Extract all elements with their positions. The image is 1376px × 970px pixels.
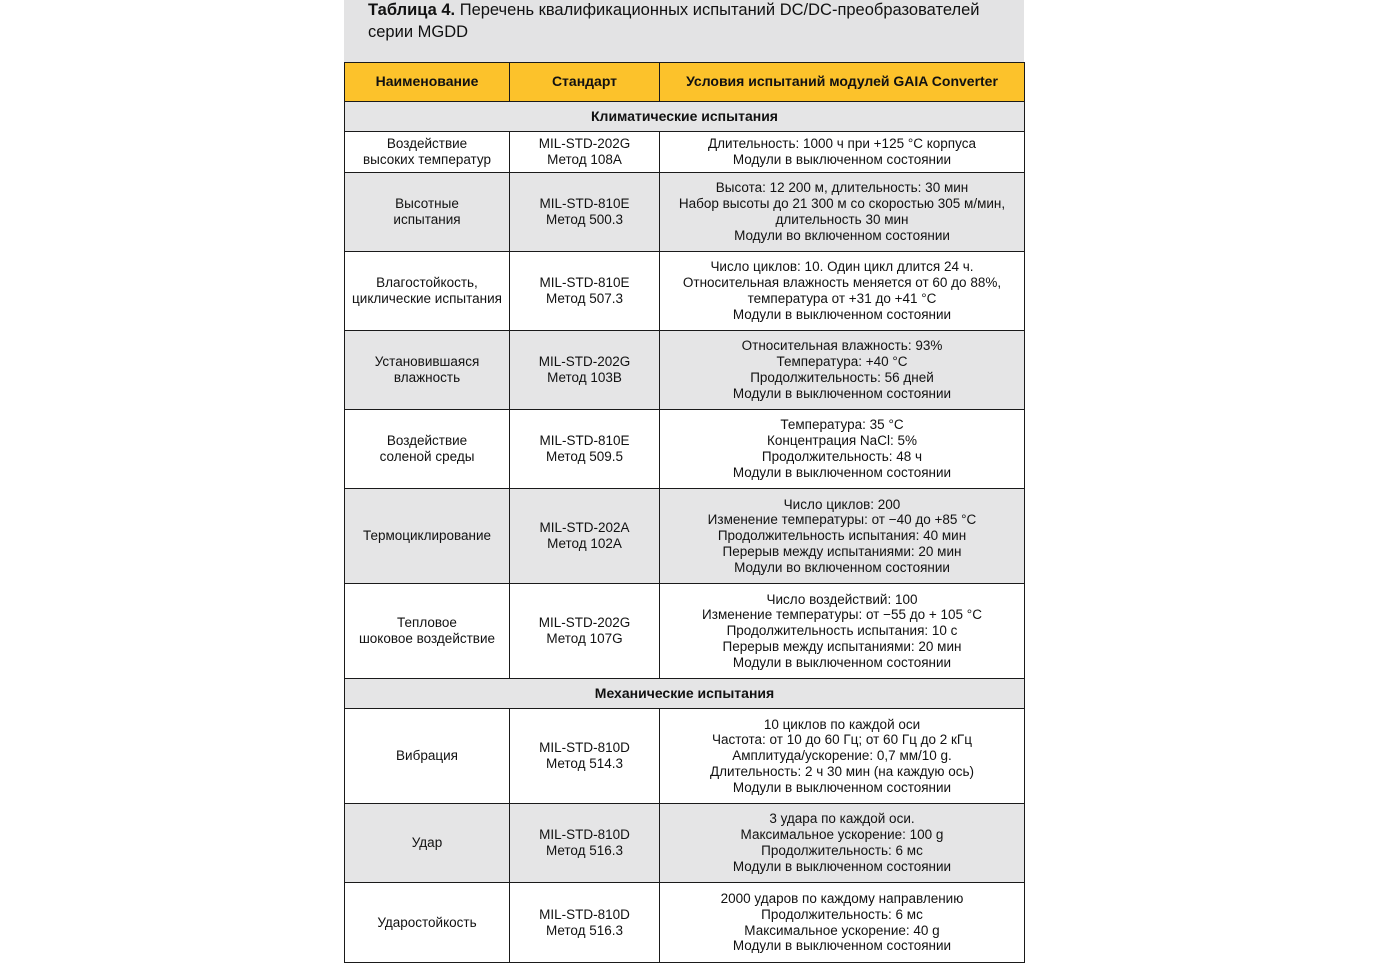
standard-cell-line: Метод 500.3 bbox=[545, 212, 624, 227]
conditions-cell-line: Число циклов: 10. Один цикл длится 24 ч. bbox=[710, 259, 974, 275]
standard-cell bbox=[510, 132, 660, 173]
conditions-cell bbox=[660, 132, 1025, 173]
standard-cell-line: MIL-STD-810D bbox=[539, 740, 630, 756]
conditions-cell-line: Набор высоты до 21 300 м со скоростью 305 м/мин, bbox=[678, 196, 1006, 212]
standard-cell-line: MIL-STD-810D bbox=[539, 827, 630, 843]
header-row bbox=[345, 63, 1025, 102]
test-name-cell bbox=[345, 252, 510, 331]
conditions-cell-line: Модули во включенном состоянии bbox=[734, 559, 950, 575]
conditions-cell-line: Продолжительность: 6 мс bbox=[761, 843, 923, 858]
conditions-cell-line: Относительная влажность меняется от 60 до 88%, bbox=[682, 275, 1002, 291]
test-name-cell-line: Установившаяся bbox=[374, 354, 480, 370]
standard-cell bbox=[510, 331, 660, 410]
test-name-cell-line: влажность bbox=[393, 370, 461, 385]
standard-cell-line: Метод 514.3 bbox=[545, 756, 624, 771]
conditions-cell-line: Высота: 12 200 м, длительность: 30 мин bbox=[715, 180, 969, 196]
standard-cell-line: Метод 103В bbox=[547, 370, 622, 385]
test-name-cell-line: Воздействие bbox=[386, 433, 468, 449]
standard-cell-line: Метод 509.5 bbox=[545, 449, 624, 464]
conditions-cell bbox=[660, 331, 1025, 410]
table-caption bbox=[344, 0, 1024, 62]
table-row bbox=[345, 489, 1025, 584]
conditions-cell-line: Модули в выключенном состоянии bbox=[732, 654, 952, 670]
conditions-cell bbox=[660, 804, 1025, 883]
section-mechanical bbox=[345, 679, 1025, 709]
conditions-cell-line: Модули в выключенном состоянии bbox=[732, 306, 952, 322]
test-name-cell-line: высоких температур bbox=[362, 152, 492, 167]
conditions-cell-line: Продолжительность: 48 ч bbox=[761, 449, 923, 464]
test-name-cell-line: Удар bbox=[411, 835, 443, 851]
standard-cell-line: MIL-STD-202A bbox=[539, 520, 630, 536]
test-name-cell-line: Высотные bbox=[395, 196, 459, 212]
standard-cell bbox=[510, 584, 660, 679]
conditions-cell-line: длительность 30 мин bbox=[775, 212, 909, 227]
conditions-cell-line: Модули в выключенном состоянии bbox=[732, 938, 952, 954]
conditions-cell-line: Перерыв между испытаниями: 20 мин bbox=[722, 638, 962, 654]
test-name-cell bbox=[345, 173, 510, 252]
test-name-cell bbox=[345, 804, 510, 883]
section-title: Механические испытания bbox=[345, 679, 1025, 709]
conditions-cell-line: Амплитуда/ускорение: 0,7 мм/10 g. bbox=[732, 748, 952, 764]
test-name-cell-line: циклические испытания bbox=[352, 291, 502, 306]
table-row bbox=[345, 883, 1025, 963]
standard-cell-line: Метод 108А bbox=[547, 152, 622, 167]
standard-cell bbox=[510, 173, 660, 252]
standard-cell-line: Метод 507.3 bbox=[545, 291, 624, 306]
conditions-cell-line: Продолжительность испытания: 10 с bbox=[726, 623, 958, 639]
table-row bbox=[345, 804, 1025, 883]
conditions-cell bbox=[660, 709, 1025, 804]
conditions-cell-line: Продолжительность испытания: 40 мин bbox=[717, 528, 967, 544]
conditions-cell-line: Относительная влажность: 93% bbox=[741, 338, 943, 354]
conditions-cell-line: Максимальное ускорение: 100 g bbox=[740, 827, 944, 843]
standard-cell-line: MIL-STD-810E bbox=[539, 275, 630, 291]
conditions-cell-line: 3 удара по каждой оси. bbox=[769, 811, 915, 827]
caption-title-line2: серии MGDD bbox=[368, 23, 469, 41]
table-row bbox=[345, 331, 1025, 410]
test-name-cell-line: Воздействие bbox=[386, 136, 468, 152]
header-conditions: Условия испытаний модулей GAIA Converter bbox=[660, 63, 1025, 102]
conditions-cell-line: Модули в выключенном состоянии bbox=[732, 464, 952, 480]
conditions-cell-line: Частота: от 10 до 60 Гц; от 60 Гц до 2 кГц bbox=[712, 732, 972, 748]
conditions-cell-line: Продолжительность: 56 дней bbox=[750, 370, 934, 385]
conditions-cell-line: Максимальное ускорение: 40 g bbox=[744, 922, 940, 938]
standard-cell-line: MIL-STD-810E bbox=[539, 196, 630, 212]
conditions-cell-line: Концентрация NaCl: 5% bbox=[767, 433, 917, 449]
test-name-cell-line: Тепловое bbox=[397, 615, 457, 631]
standard-cell bbox=[510, 804, 660, 883]
conditions-cell bbox=[660, 883, 1025, 963]
conditions-cell-line: температура от +31 до +41 °С bbox=[747, 291, 937, 306]
conditions-cell-line: Модули в выключенном состоянии bbox=[732, 385, 952, 401]
test-name-cell bbox=[345, 331, 510, 410]
standard-cell bbox=[510, 709, 660, 804]
test-name-cell-line: Термоциклирование bbox=[362, 528, 492, 544]
standard-cell-line: Метод 107G bbox=[546, 631, 623, 646]
test-name-cell-line: Вибрация bbox=[396, 748, 458, 764]
test-name-cell-line: испытания bbox=[393, 212, 461, 227]
header-name: Наименование bbox=[345, 63, 510, 102]
conditions-cell bbox=[660, 173, 1025, 252]
standard-cell-line: MIL-STD-810E bbox=[539, 433, 630, 449]
table-row bbox=[345, 132, 1025, 173]
test-name-cell bbox=[345, 489, 510, 584]
table-row bbox=[345, 173, 1025, 252]
conditions-cell bbox=[660, 584, 1025, 679]
conditions-cell-line: Изменение температуры: от −55 до + 105 °С bbox=[702, 607, 982, 623]
test-name-cell bbox=[345, 709, 510, 804]
standard-cell bbox=[510, 410, 660, 489]
section-climatic bbox=[345, 102, 1025, 132]
conditions-cell-line: 2000 ударов по каждому направлению bbox=[720, 890, 964, 906]
conditions-cell-line: Число воздействий: 100 bbox=[766, 591, 918, 607]
test-name-cell bbox=[345, 584, 510, 679]
table-row bbox=[345, 584, 1025, 679]
test-name-cell bbox=[345, 883, 510, 963]
standard-cell-line: MIL-STD-202G bbox=[538, 354, 631, 370]
caption-label: Таблица 4. bbox=[368, 1, 456, 19]
table-row bbox=[345, 252, 1025, 331]
table-row bbox=[345, 709, 1025, 804]
test-name-cell-line: соленой среды bbox=[379, 449, 475, 464]
test-name-cell-line: Влагостойкость, bbox=[376, 275, 478, 291]
conditions-cell-line: Изменение температуры: от −40 до +85 °С bbox=[707, 512, 977, 528]
standard-cell-line: Метод 516.3 bbox=[545, 922, 624, 938]
table-row bbox=[345, 410, 1025, 489]
conditions-cell-line: Модули в выключенном состоянии bbox=[732, 779, 952, 795]
standard-cell bbox=[510, 252, 660, 331]
table-figure bbox=[344, 0, 1024, 963]
conditions-cell-line: Перерыв между испытаниями: 20 мин bbox=[722, 543, 962, 559]
standard-cell bbox=[510, 489, 660, 584]
section-title: Климатические испытания bbox=[345, 102, 1025, 132]
test-name-cell-line: шоковое воздействие bbox=[358, 631, 496, 646]
header-standard: Стандарт bbox=[510, 63, 660, 102]
conditions-cell-line: Модули во включенном состоянии bbox=[734, 227, 950, 243]
standard-cell-line: MIL-STD-202G bbox=[538, 136, 631, 152]
test-name-cell bbox=[345, 132, 510, 173]
conditions-cell-line: Длительность: 2 ч 30 мин (на каждую ось) bbox=[709, 763, 975, 779]
conditions-cell-line: Продолжительность: 6 мс bbox=[761, 906, 923, 922]
qualification-tests-table bbox=[344, 62, 1025, 963]
conditions-cell bbox=[660, 489, 1025, 584]
standard-cell-line: Метод 102А bbox=[547, 536, 622, 551]
standard-cell-line: MIL-STD-810D bbox=[539, 906, 630, 922]
conditions-cell-line: 10 циклов по каждой оси bbox=[763, 716, 921, 732]
conditions-cell-line: Длительность: 1000 ч при +125 °С корпуса bbox=[708, 136, 976, 152]
conditions-cell bbox=[660, 410, 1025, 489]
conditions-cell-line: Температура: 35 °С bbox=[780, 417, 904, 433]
caption-title-line1: Перечень квалификационных испытаний DC/DC-преобразователей bbox=[459, 1, 980, 19]
conditions-cell-line: Модули в выключенном состоянии bbox=[732, 858, 952, 874]
test-name-cell-line: Ударостойкость bbox=[377, 914, 477, 930]
standard-cell-line: MIL-STD-202G bbox=[538, 615, 631, 631]
standard-cell-line: Метод 516.3 bbox=[545, 843, 624, 858]
conditions-cell-line: Число циклов: 200 bbox=[783, 496, 901, 512]
conditions-cell-line: Модули в выключенном состоянии bbox=[732, 152, 952, 167]
test-name-cell bbox=[345, 410, 510, 489]
conditions-cell-line: Температура: +40 °С bbox=[776, 354, 908, 370]
standard-cell bbox=[510, 883, 660, 963]
conditions-cell bbox=[660, 252, 1025, 331]
